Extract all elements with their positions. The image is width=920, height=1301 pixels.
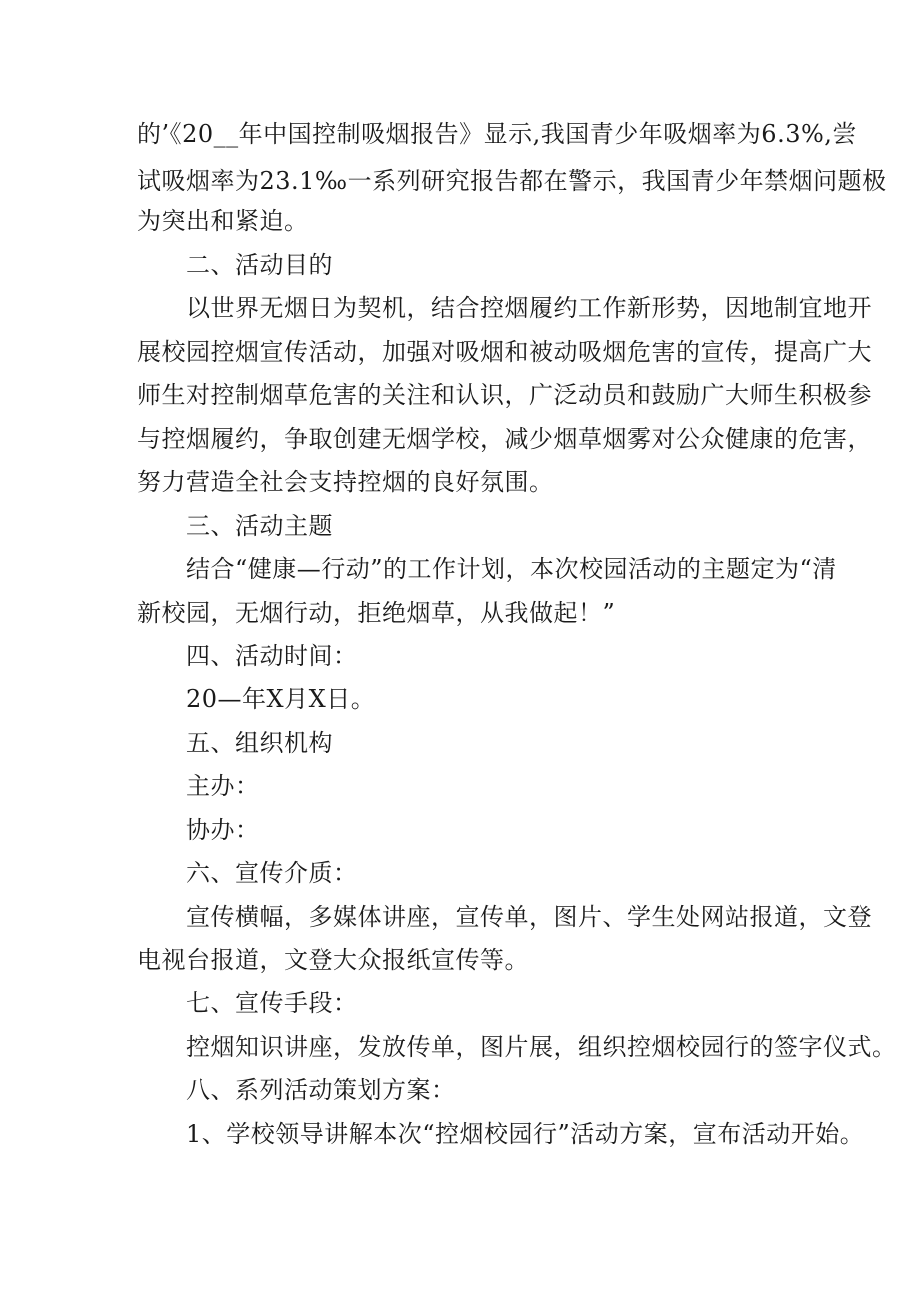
paragraph-line: 宣传横幅，多媒体讲座，宣传单，图片、学生处网站报道，文登: [186, 903, 872, 931]
section-heading: 七、宣传手段：: [186, 989, 358, 1017]
section-heading: 二、活动目的: [186, 251, 333, 279]
paragraph-line: 以世界无烟日为契机，结合控烟履约工作新形势，因地制宜地开: [186, 294, 872, 322]
paragraph-line: 展校园控烟宣传活动，加强对吸烟和被动吸烟危害的宣传，提高广大: [137, 338, 872, 366]
paragraph-line: 控烟知识讲座，发放传单，图片展，组织控烟校园行的签字仪式。: [186, 1033, 897, 1061]
paragraph-line: 试吸烟率为23.1‰一系列研究报告都在警示，我国青少年禁烟问题极: [137, 167, 887, 195]
paragraph-line: 为突出和紧迫。: [137, 207, 309, 235]
paragraph-line: 协办：: [186, 816, 260, 844]
paragraph-line: 主办：: [186, 772, 260, 800]
paragraph-line: 结合“健康—行动”的工作计划，本次校园活动的主题定为“清: [186, 555, 837, 583]
paragraph-line: 与控烟履约，争取创建无烟学校，减少烟草烟雾对公众健康的危害，: [137, 425, 872, 453]
section-heading: 八、系列活动策划方案：: [186, 1076, 456, 1104]
paragraph-line: 新校园，无烟行动，拒绝烟草，从我做起！”: [137, 599, 616, 627]
paragraph-line: 的’《20__年中国控制吸烟报告》显示,我国青少年吸烟率为6.3%,尝: [137, 120, 857, 148]
section-heading: 四、活动时间：: [186, 642, 358, 670]
section-heading: 六、宣传介质：: [186, 859, 358, 887]
paragraph-line: 1、学校领导讲解本次“控烟校园行”活动方案，宣布活动开始。: [186, 1120, 865, 1148]
section-heading: 三、活动主题: [186, 512, 333, 540]
paragraph-line: 20—年X月X日。: [186, 685, 376, 713]
paragraph-line: 电视台报道，文登大众报纸宣传等。: [137, 946, 529, 974]
section-heading: 五、组织机构: [186, 729, 333, 757]
paragraph-line: 努力营造全社会支持控烟的良好氛围。: [137, 468, 554, 496]
paragraph-line: 师生对控制烟草危害的关注和认识，广泛动员和鼓励广大师生积极参: [137, 381, 872, 409]
